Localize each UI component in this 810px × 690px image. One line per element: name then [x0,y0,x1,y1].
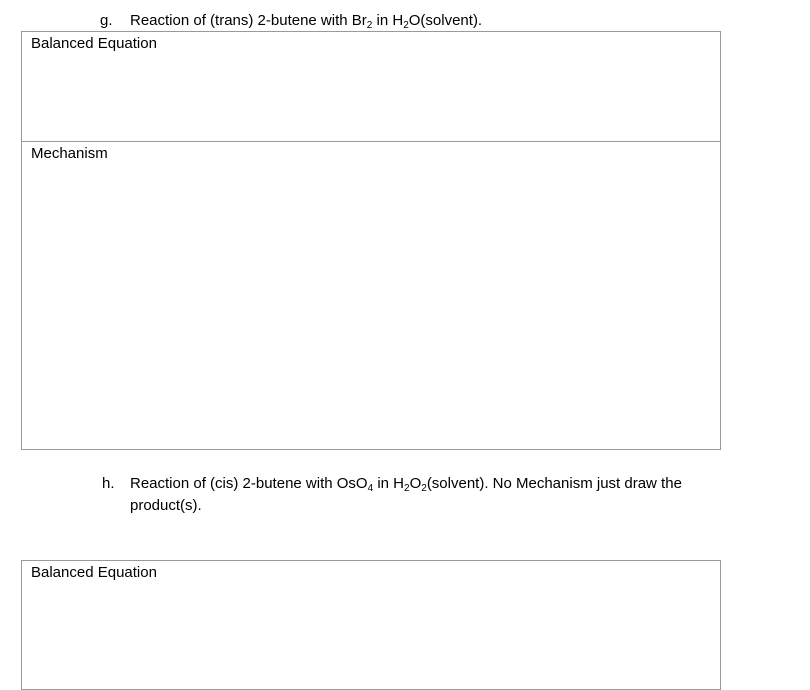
subscript: 2 [366,20,373,31]
balanced-equation-box-g[interactable] [21,31,721,142]
question-g-letter: g. [100,12,113,29]
question-h-text-part: O [409,475,422,492]
subscript: 4 [367,483,374,494]
question-h-line-1 [130,474,682,494]
question-h-text-part: (solvent). No Mechanism just draw the [426,475,682,492]
question-h-text-part: Reaction of (cis) 2-butene with OsO [130,475,368,492]
question-h-letter: h. [102,475,115,492]
subscript: 2 [421,483,427,494]
balanced-equation-box-h[interactable] [21,560,721,690]
question-g-text [130,11,482,31]
question-g-text-part: O(solvent). [408,12,483,29]
question-h-text-part: in H [373,475,405,492]
subscript: 2 [404,483,410,494]
box-label: Mechanism [31,145,108,162]
box-label: Balanced Equation [31,564,157,581]
mechanism-box-g[interactable] [21,141,721,450]
question-g-text-part: in H [372,12,404,29]
question-h-line-2: product(s). [130,497,202,514]
question-g-text-part: Reaction of (trans) 2-butene with Br [130,12,367,29]
box-label: Balanced Equation [31,35,157,52]
subscript: 2 [403,20,409,31]
